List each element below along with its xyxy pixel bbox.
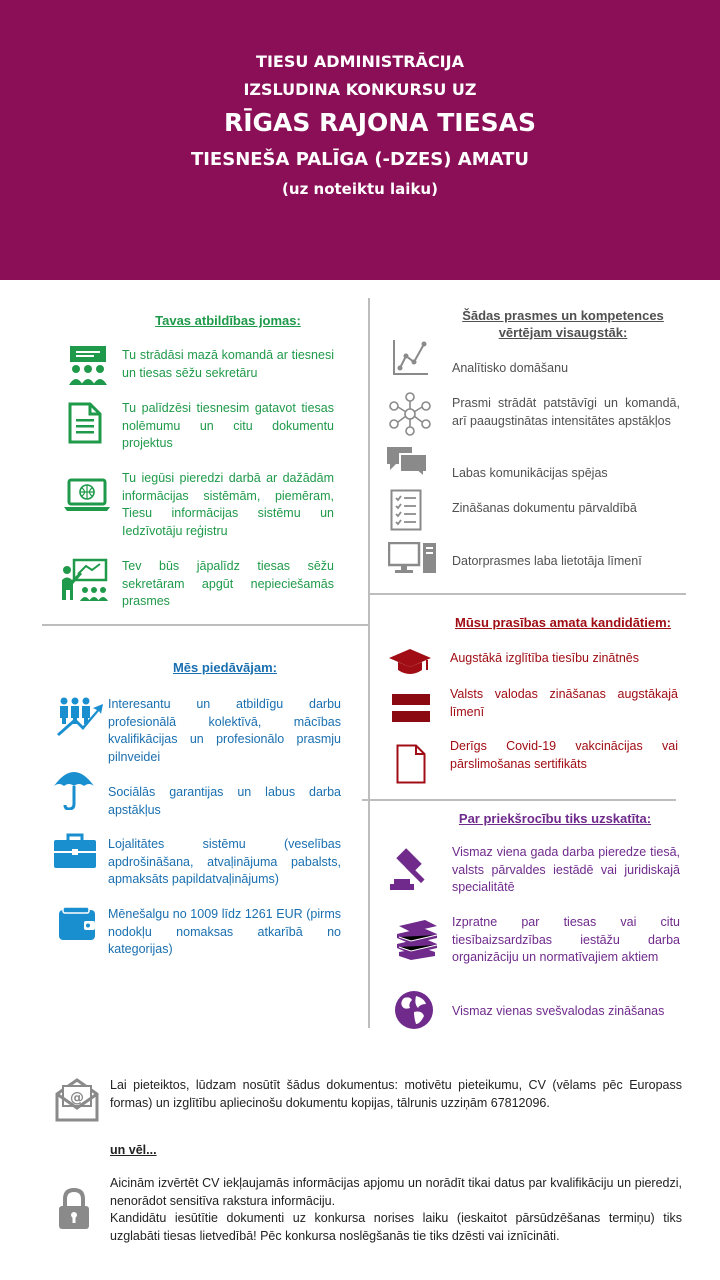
divider-right-lower: [362, 799, 676, 801]
more-text-1: Aicinām izvērtēt CV iekļaujamās informācijas apjomu un norādīt tikai datus par kvalifikāciju un pieredzi, nenorādot sensitīva rakstura informāciju.: [110, 1176, 682, 1208]
skill-item-1: Analītisko domāšanu: [452, 361, 569, 375]
advantage-item-2: Izpratne par tiesas vai citu tiesībaizsardzības iestāžu darba organizāciju un normatīvajiem aktiem: [452, 915, 680, 964]
responsibility-item-1: Tu strādāsi mazā komandā ar tiesnesi un tiesas sēžu sekretāru: [122, 348, 334, 380]
speech-bubbles-icon: [386, 446, 428, 483]
globe-icon: [394, 990, 434, 1035]
email-icon: [55, 1078, 99, 1127]
header-line-2: IZSLUDINA KONKURSU UZ: [243, 80, 477, 99]
divider-right-upper: [368, 593, 686, 595]
responsibility-item-3: Tu iegūsi pieredzi darbā ar dažādām informācijas sistēmām, piemēram, Tiesu informācijas sistēmu un Iedzīvotāju reģistru: [122, 471, 334, 538]
requirements-title: Mūsu prasības amata kandidātiem:: [454, 615, 671, 630]
skill-item-4: Zināšanas dokumentu pārvaldībā: [452, 501, 637, 515]
growth-people-icon: [55, 696, 105, 741]
more-text-2: Kandidātu iesūtītie dokumenti uz konkursa norises laiku (ieskaitot pārsūdzēšanas termiņu) tiks uzglabāti tiesas lietvedībā! Pēc konkursa noslēgšanās tie tiks dzēsti vai iznīcināti.: [110, 1211, 682, 1243]
books-icon: [395, 918, 439, 965]
padlock-icon: [58, 1188, 90, 1235]
certificate-icon: [396, 744, 426, 789]
skills-title-line-1: Šādas prasmes un kompetences: [462, 308, 664, 323]
skill-item-3: Labas komunikācijas spējas: [452, 466, 608, 480]
header-line-5: (uz noteiktu laiku): [282, 180, 438, 198]
graduation-cap-icon: [388, 648, 432, 681]
header-line-3: RĪGAS RAJONA TIESAS: [223, 108, 537, 137]
divider-vertical-bottom: [368, 594, 370, 1028]
computer-icon: [388, 542, 438, 579]
offer-item-2: Sociālās garantijas un labus darba apstākļus: [108, 785, 341, 817]
briefcase-icon: [53, 832, 97, 875]
gavel-icon: [388, 846, 434, 897]
skill-item-2: Prasmi strādāt patstāvīgi un komandā, arī paaugstinātas intensitātes apstākļos: [452, 396, 680, 428]
skill-item-5: Datorprasmes laba lietotāja līmenī: [452, 554, 642, 568]
svg-text:@: @: [70, 1090, 84, 1106]
more-title: un vēl...: [110, 1143, 157, 1157]
latvian-flag-icon: [392, 694, 430, 727]
offer-item-3: Lojalitātes sistēmu (veselības apdrošināšana, atvaļinājuma pabalsts, apmaksāts papildatvaļinājums): [108, 837, 341, 886]
advantage-item-1: Vismaz viena gada darba pieredze tiesā, valsts pārvaldes iestādē vai juridiskajā specialitātē: [452, 845, 680, 894]
header-line-1: TIESU ADMINISTRĀCIJA: [256, 52, 464, 71]
document-icon: [68, 402, 102, 449]
divider-vertical-top: [368, 298, 370, 594]
requirement-item-3: Derīgs Covid-19 vakcinācijas vai pārslimošanas sertifikāts: [450, 739, 678, 771]
divider-left-mid: [42, 624, 369, 626]
line-chart-icon: [392, 338, 430, 381]
wallet-icon: [58, 906, 96, 947]
offer-item-1: Interesantu un atbildīgu darbu profesionālā kolektīvā, mācības kvalifikācijas un profesionālo prasmju pilnveidei: [108, 697, 341, 764]
requirement-item-2: Valsts valodas zināšanas augstākajā līmenī: [450, 687, 678, 719]
laptop-globe-icon: [63, 478, 111, 517]
teacher-icon: [60, 558, 108, 607]
apply-text: Lai pieteiktos, lūdzam nosūtīt šādus dokumentus: motivētu pieteikumu, CV (vēlams pēc Europass formas) un izglītību apliecinošu dokumentu kopijas, tālrunis uzziņām 67812096.: [110, 1078, 682, 1110]
header-line-4: TIESNEŠA PALĪGA (-DZES) AMATU: [190, 149, 530, 170]
responsibilities-title: Tavas atbildības jomas:: [155, 313, 301, 328]
umbrella-icon: [52, 766, 96, 815]
advantage-item-3: Vismaz vienas svešvalodas zināšanas: [452, 1004, 665, 1018]
header-banner: [0, 0, 720, 280]
requirement-item-1: Augstākā izglītība tiesību zinātnēs: [450, 651, 640, 665]
checklist-icon: [390, 489, 422, 536]
team-meeting-icon: [66, 345, 110, 392]
advantages-title: Par priekšrocību tiks uzskatīta:: [458, 811, 652, 826]
responsibility-item-2: Tu palīdzēsi tiesnesim gatavot tiesas nolēmumu un citu dokumentu projektus: [122, 401, 334, 450]
offer-item-4: Mēnešalgu no 1009 līdz 1261 EUR (pirms nodokļu nomaksas atkarībā no kategorijas): [108, 907, 341, 956]
offer-title: Mēs piedāvājam:: [172, 660, 278, 675]
skills-title-line-2: vērtējam visaugstāk:: [498, 325, 628, 340]
network-people-icon: [388, 392, 432, 441]
responsibility-item-4: Tev būs jāpalīdz tiesas sēžu sekretāram apgūt nepieciešamās prasmes: [122, 559, 334, 608]
